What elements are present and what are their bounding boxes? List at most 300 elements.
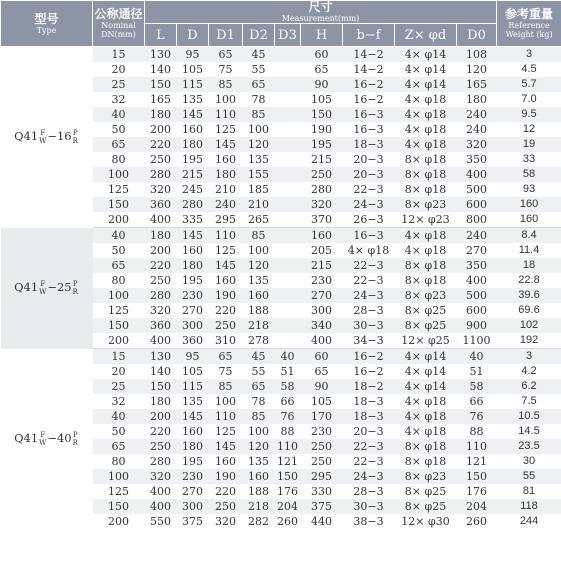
cell-bf: 22−3	[343, 273, 395, 288]
dn-header	[93, 1, 145, 47]
cell-d1: 310	[209, 333, 243, 349]
col-header-h: H	[301, 24, 343, 47]
cell-l: 400	[145, 212, 177, 228]
cell-h: 215	[301, 258, 343, 273]
cell-h: 65	[301, 62, 343, 77]
cell-l: 400	[145, 499, 177, 514]
table-body	[1, 47, 561, 530]
model-sup-left: F	[40, 430, 46, 439]
cell-weight: 8.4	[497, 228, 561, 244]
cell-zd: 4× φ18	[395, 107, 457, 122]
cell-d3	[275, 303, 301, 318]
cell-d: 375	[177, 514, 209, 529]
cell-d: 145	[177, 107, 209, 122]
cell-dn: 40	[93, 107, 145, 122]
dn-header-cn: 公称通径	[94, 7, 143, 21]
cell-d0: 240	[457, 107, 497, 122]
model-sup-right: P	[72, 430, 78, 439]
cell-d3: 51	[275, 364, 301, 379]
table-row	[1, 47, 561, 63]
cell-dn: 125	[93, 182, 145, 197]
cell-zd: 8× φ18	[395, 439, 457, 454]
cell-h: 230	[301, 273, 343, 288]
cell-weight: 12	[497, 122, 561, 137]
model-type-cell	[1, 349, 93, 530]
type-header	[1, 1, 93, 47]
cell-weight: 93	[497, 182, 561, 197]
cell-d: 135	[177, 92, 209, 107]
cell-d1: 75	[209, 62, 243, 77]
cell-l: 130	[145, 47, 177, 63]
cell-d3: 88	[275, 424, 301, 439]
cell-bf: 18−3	[343, 409, 395, 424]
cell-h: 90	[301, 379, 343, 394]
cell-h: 370	[301, 212, 343, 228]
cell-d: 145	[177, 409, 209, 424]
cell-d: 160	[177, 122, 209, 137]
model-type-cell	[1, 228, 93, 349]
cell-d0: 40	[457, 349, 497, 365]
cell-l: 140	[145, 364, 177, 379]
cell-h: 90	[301, 77, 343, 92]
cell-dn: 100	[93, 288, 145, 303]
cell-d1: 320	[209, 514, 243, 529]
dn-header-en-1: Nominal	[101, 21, 136, 30]
cell-dn: 65	[93, 258, 145, 273]
cell-d2: 278	[243, 333, 275, 349]
cell-d0: 400	[457, 167, 497, 182]
cell-l: 200	[145, 243, 177, 258]
cell-d1: 65	[209, 349, 243, 365]
cell-d3	[275, 197, 301, 212]
cell-bf: 38−3	[343, 514, 395, 529]
cell-d3	[275, 77, 301, 92]
cell-d3	[275, 92, 301, 107]
cell-weight: 10.5	[497, 409, 561, 424]
cell-weight: 3	[497, 349, 561, 365]
cell-l: 360	[145, 197, 177, 212]
cell-dn: 80	[93, 152, 145, 167]
cell-zd: 4× φ14	[395, 364, 457, 379]
cell-bf: 14−2	[343, 62, 395, 77]
cell-zd: 4× φ14	[395, 47, 457, 63]
model-sub-left: W	[39, 288, 47, 296]
cell-d2: 188	[243, 484, 275, 499]
cell-d0: 240	[457, 122, 497, 137]
cell-d2: 160	[243, 469, 275, 484]
cell-weight: 160	[497, 212, 561, 228]
cell-d0: 88	[457, 424, 497, 439]
cell-h: 340	[301, 318, 343, 333]
cell-dn: 25	[93, 77, 145, 92]
cell-zd: 4× φ18	[395, 228, 457, 244]
cell-d2: 65	[243, 77, 275, 92]
cell-d0: 600	[457, 303, 497, 318]
cell-d3	[275, 122, 301, 137]
cell-d1: 180	[209, 167, 243, 182]
cell-d1: 210	[209, 182, 243, 197]
size-header	[145, 1, 497, 24]
cell-d3	[275, 62, 301, 77]
cell-d0: 204	[457, 499, 497, 514]
cell-d0: 800	[457, 212, 497, 228]
cell-dn: 80	[93, 454, 145, 469]
cell-h: 190	[301, 122, 343, 137]
cell-d3	[275, 243, 301, 258]
model-base: Q41	[14, 280, 39, 294]
cell-h: 105	[301, 92, 343, 107]
cell-zd: 8× φ25	[395, 499, 457, 514]
cell-d2: 100	[243, 122, 275, 137]
cell-d2: 45	[243, 47, 275, 63]
cell-d2: 210	[243, 197, 275, 212]
cell-weight: 7.5	[497, 394, 561, 409]
cell-l: 165	[145, 92, 177, 107]
cell-d2: 160	[243, 288, 275, 303]
cell-d2: 100	[243, 424, 275, 439]
cell-zd: 8× φ23	[395, 197, 457, 212]
cell-d: 270	[177, 484, 209, 499]
cell-l: 250	[145, 439, 177, 454]
cell-weight: 102	[497, 318, 561, 333]
cell-d2: 120	[243, 439, 275, 454]
cell-d2: 85	[243, 409, 275, 424]
cell-l: 250	[145, 152, 177, 167]
cell-dn: 40	[93, 228, 145, 244]
cell-d0: 110	[457, 439, 497, 454]
cell-d0: 270	[457, 243, 497, 258]
cell-d0: 121	[457, 454, 497, 469]
cell-d0: 350	[457, 258, 497, 273]
cell-zd: 12× φ23	[395, 212, 457, 228]
cell-d3: 204	[275, 499, 301, 514]
table-row	[1, 228, 561, 244]
cell-weight: 9.5	[497, 107, 561, 122]
cell-h: 60	[301, 349, 343, 365]
table-row	[1, 349, 561, 365]
col-header-d3: D3	[275, 24, 301, 47]
cell-dn: 200	[93, 212, 145, 228]
cell-weight: 5.7	[497, 77, 561, 92]
cell-weight: 18	[497, 258, 561, 273]
cell-d: 115	[177, 77, 209, 92]
cell-d2: 85	[243, 107, 275, 122]
cell-zd: 8× φ18	[395, 167, 457, 182]
cell-h: 300	[301, 303, 343, 318]
cell-bf: 28−3	[343, 484, 395, 499]
cell-d1: 240	[209, 197, 243, 212]
cell-h: 65	[301, 364, 343, 379]
cell-h: 270	[301, 288, 343, 303]
cell-d2: 155	[243, 167, 275, 182]
cell-h: 230	[301, 424, 343, 439]
cell-h: 105	[301, 394, 343, 409]
cell-l: 220	[145, 137, 177, 152]
cell-d: 180	[177, 137, 209, 152]
cell-d2: 135	[243, 273, 275, 288]
cell-d2: 135	[243, 454, 275, 469]
cell-d1: 110	[209, 409, 243, 424]
cell-d: 335	[177, 212, 209, 228]
cell-zd: 4× φ18	[395, 424, 457, 439]
cell-d: 300	[177, 318, 209, 333]
cell-d1: 220	[209, 484, 243, 499]
cell-weight: 4.5	[497, 62, 561, 77]
cell-bf: 16−2	[343, 77, 395, 92]
cell-l: 550	[145, 514, 177, 529]
cell-h: 440	[301, 514, 343, 529]
cell-d2: 78	[243, 92, 275, 107]
cell-d0: 51	[457, 364, 497, 379]
model-sub-left: W	[39, 137, 47, 146]
cell-l: 180	[145, 394, 177, 409]
type-header-cn: 型号	[34, 11, 59, 26]
cell-d: 300	[177, 499, 209, 514]
cell-zd: 4× φ14	[395, 379, 457, 394]
cell-d: 135	[177, 394, 209, 409]
model-sub-right: R	[72, 288, 78, 296]
model-type-cell	[1, 47, 93, 228]
cell-d3: 150	[275, 469, 301, 484]
cell-dn: 125	[93, 303, 145, 318]
col-header-d0: D0	[457, 24, 497, 47]
cell-d: 195	[177, 454, 209, 469]
cell-bf: 34−3	[343, 333, 395, 349]
model-pressure: −16	[47, 129, 72, 144]
cell-zd: 4× φ18	[395, 92, 457, 107]
cell-d0: 58	[457, 379, 497, 394]
cell-d3: 121	[275, 454, 301, 469]
cell-d1: 220	[209, 303, 243, 318]
size-header-en: Measurement(mm)	[281, 14, 360, 23]
weight-header-cn: 参考重量	[505, 7, 554, 21]
cell-l: 280	[145, 288, 177, 303]
cell-bf: 16−3	[343, 107, 395, 122]
cell-bf: 22−3	[343, 439, 395, 454]
cell-zd: 8× φ18	[395, 182, 457, 197]
cell-dn: 200	[93, 514, 145, 529]
cell-d0: 240	[457, 228, 497, 244]
cell-d3	[275, 318, 301, 333]
model-sup-right: P	[72, 280, 78, 288]
cell-d: 195	[177, 273, 209, 288]
cell-d: 115	[177, 379, 209, 394]
cell-d0: 600	[457, 197, 497, 212]
cell-weight: 3	[497, 47, 561, 63]
cell-d1: 125	[209, 122, 243, 137]
cell-d1: 85	[209, 379, 243, 394]
cell-zd: 8× φ25	[395, 484, 457, 499]
cell-h: 375	[301, 499, 343, 514]
cell-h: 250	[301, 439, 343, 454]
cell-dn: 20	[93, 364, 145, 379]
cell-d3: 58	[275, 379, 301, 394]
cell-weight: 58	[497, 167, 561, 182]
cell-d1: 65	[209, 47, 243, 63]
cell-zd: 8× φ18	[395, 152, 457, 167]
cell-zd: 8× φ25	[395, 318, 457, 333]
cell-bf: 16−2	[343, 92, 395, 107]
cell-d1: 190	[209, 288, 243, 303]
cell-zd: 12× φ30	[395, 514, 457, 529]
cell-weight: 244	[497, 514, 561, 529]
cell-d1: 110	[209, 228, 243, 244]
cell-l: 400	[145, 484, 177, 499]
cell-bf: 30−3	[343, 318, 395, 333]
cell-d1: 250	[209, 499, 243, 514]
cell-d2: 265	[243, 212, 275, 228]
col-header-l: L	[145, 24, 177, 47]
cell-dn: 100	[93, 167, 145, 182]
cell-d2: 218	[243, 318, 275, 333]
cell-h: 195	[301, 137, 343, 152]
cell-l: 180	[145, 107, 177, 122]
model-base: Q41	[14, 430, 39, 445]
cell-d0: 1100	[457, 333, 497, 349]
cell-dn: 150	[93, 499, 145, 514]
cell-d2: 65	[243, 379, 275, 394]
cell-zd: 4× φ18	[395, 243, 457, 258]
cell-bf: 14−2	[343, 47, 395, 63]
cell-l: 320	[145, 469, 177, 484]
cell-d1: 110	[209, 107, 243, 122]
cell-d2: 282	[243, 514, 275, 529]
cell-l: 220	[145, 258, 177, 273]
cell-d1: 100	[209, 92, 243, 107]
table-header	[1, 1, 561, 47]
cell-l: 360	[145, 318, 177, 333]
cell-bf: 26−3	[343, 212, 395, 228]
model-pressure: −25	[47, 280, 72, 294]
cell-d1: 295	[209, 212, 243, 228]
cell-bf: 22−3	[343, 454, 395, 469]
cell-weight: 81	[497, 484, 561, 499]
cell-weight: 55	[497, 469, 561, 484]
cell-zd: 4× φ14	[395, 77, 457, 92]
cell-dn: 65	[93, 137, 145, 152]
cell-d3: 260	[275, 514, 301, 529]
cell-d2: 55	[243, 364, 275, 379]
cell-weight: 22.8	[497, 273, 561, 288]
cell-weight: 39.6	[497, 288, 561, 303]
cell-d: 180	[177, 258, 209, 273]
size-header-cn: 尺寸	[308, 0, 333, 14]
cell-d0: 900	[457, 318, 497, 333]
cell-d: 245	[177, 182, 209, 197]
cell-d3: 110	[275, 439, 301, 454]
cell-d: 105	[177, 62, 209, 77]
cell-d3: 176	[275, 484, 301, 499]
cell-d: 180	[177, 439, 209, 454]
cell-d0: 108	[457, 47, 497, 63]
cell-d3	[275, 152, 301, 167]
cell-bf: 16−3	[343, 228, 395, 244]
cell-bf: 22−3	[343, 258, 395, 273]
cell-bf: 16−2	[343, 364, 395, 379]
col-header-zd: Z× φd	[395, 24, 457, 47]
cell-dn: 32	[93, 394, 145, 409]
cell-d3	[275, 47, 301, 63]
cell-d: 145	[177, 228, 209, 244]
cell-bf: 16−2	[343, 349, 395, 365]
col-header-d1: D1	[209, 24, 243, 47]
cell-h: 160	[301, 228, 343, 244]
cell-zd: 8× φ23	[395, 288, 457, 303]
cell-l: 200	[145, 409, 177, 424]
cell-bf: 16−3	[343, 122, 395, 137]
model-pressure: −40	[47, 430, 72, 445]
cell-dn: 100	[93, 469, 145, 484]
cell-d3	[275, 182, 301, 197]
cell-d0: 500	[457, 182, 497, 197]
cell-weight: 30	[497, 454, 561, 469]
cell-d3	[275, 333, 301, 349]
cell-d1: 190	[209, 469, 243, 484]
cell-d0: 320	[457, 137, 497, 152]
cell-l: 150	[145, 77, 177, 92]
cell-d3	[275, 107, 301, 122]
cell-d1: 145	[209, 137, 243, 152]
cell-bf: 18−2	[343, 379, 395, 394]
cell-d2: 185	[243, 182, 275, 197]
cell-l: 150	[145, 379, 177, 394]
cell-h: 400	[301, 333, 343, 349]
col-header-d2: D2	[243, 24, 275, 47]
cell-weight: 14.5	[497, 424, 561, 439]
cell-l: 280	[145, 167, 177, 182]
cell-h: 330	[301, 484, 343, 499]
cell-weight: 33	[497, 152, 561, 167]
cell-bf: 30−3	[343, 499, 395, 514]
cell-zd: 4× φ14	[395, 62, 457, 77]
cell-d3	[275, 228, 301, 244]
cell-d0: 400	[457, 273, 497, 288]
model-sub-right: R	[72, 137, 78, 146]
cell-weight: 7.0	[497, 92, 561, 107]
cell-dn: 20	[93, 62, 145, 77]
cell-dn: 32	[93, 92, 145, 107]
cell-bf: 18−3	[343, 394, 395, 409]
cell-d1: 125	[209, 424, 243, 439]
cell-weight: 6.2	[497, 379, 561, 394]
cell-dn: 15	[93, 349, 145, 365]
cell-bf: 24−3	[343, 197, 395, 212]
cell-d2: 85	[243, 228, 275, 244]
dn-header-en-2: DN(mm)	[101, 30, 136, 39]
cell-h: 320	[301, 197, 343, 212]
model-base: Q41	[14, 129, 39, 144]
cell-d3: 40	[275, 349, 301, 365]
cell-d: 360	[177, 333, 209, 349]
cell-dn: 50	[93, 424, 145, 439]
cell-d: 215	[177, 167, 209, 182]
cell-d3	[275, 258, 301, 273]
cell-d0: 150	[457, 469, 497, 484]
cell-h: 170	[301, 409, 343, 424]
cell-l: 130	[145, 349, 177, 365]
cell-d1: 125	[209, 243, 243, 258]
cell-l: 200	[145, 122, 177, 137]
cell-l: 400	[145, 333, 177, 349]
cell-zd: 8× φ23	[395, 469, 457, 484]
cell-d1: 160	[209, 152, 243, 167]
col-header-bf: b−f	[343, 24, 395, 47]
cell-d: 95	[177, 349, 209, 365]
cell-zd: 4× φ14	[395, 349, 457, 365]
cell-dn: 50	[93, 243, 145, 258]
cell-d3	[275, 167, 301, 182]
cell-d3	[275, 288, 301, 303]
